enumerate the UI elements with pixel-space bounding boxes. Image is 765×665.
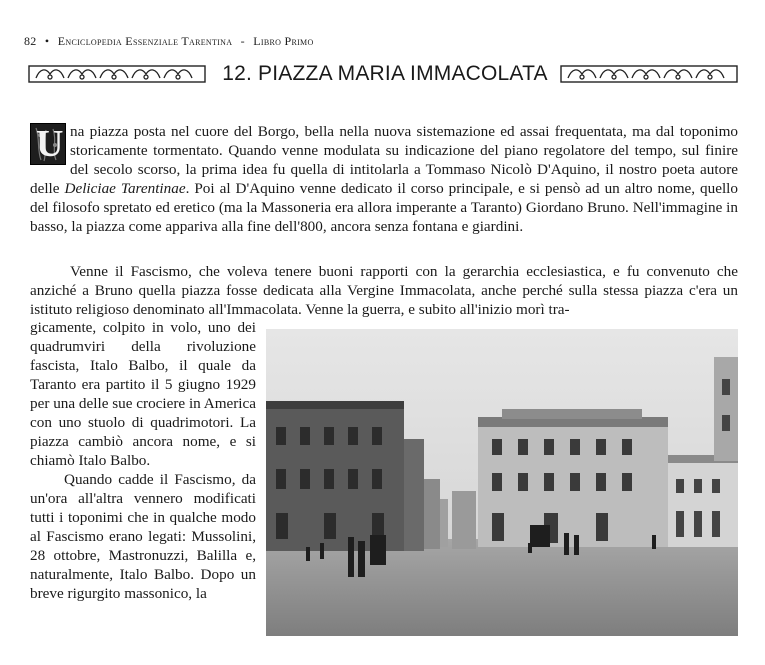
central-building	[478, 409, 668, 547]
paragraph-1	[30, 122, 738, 236]
p2-full-width-text: Venne il Fascismo, che voleva tenere buoni rapporti con la gerarchia ecclesiastica, e fu convenuto che anziché a Bruno quella piazza fosse dedicata alla Vergine Immacolata, anche perché sulla stessa piazza c'era un istituto religioso denominato all'Immacolata. Venne la guerra, e subito all'inizio morì tra-	[30, 263, 738, 318]
p2-column-text: gicamente, colpito in volo, uno dei quadrumviri della rivoluzione fascista, Italo Balbo, il quale da Taranto era partito il 5 giugno 1929 per una delle sue crociere in America con uno stuolo di quadrimotori. La piazza cambiò ancora nome, e si chiamò Italo Balbo.	[30, 319, 257, 469]
left-ornament-icon	[28, 65, 206, 83]
volume-label: Libro Primo	[253, 34, 314, 48]
left-building	[266, 401, 424, 551]
p1-start-text: na piazza posta nel cuore del Borgo, bella nella nuova sistemazione ed assai frequentata, ma dal toponimo storicamente tormentato. Quando venne modulata su indicazione del piano regolatore del tempo, sul finire del secolo scorso, la prima idea fu quella di intitolarla a Tommaso Nicolò D'Aquino, il nostro poeta autore delle	[30, 123, 738, 197]
right-ornament-icon	[560, 65, 738, 83]
paragraph-2	[30, 262, 738, 319]
historic-piazza-photo	[266, 329, 738, 636]
narrow-column	[30, 318, 257, 603]
header-dash: -	[240, 34, 245, 48]
page-number: 82	[24, 34, 37, 48]
paragraph-3: Quando cadde il Fascismo, da un'ora all'altra vennero modificati tutti i toponimi che in qualche modo al Fascismo erano legati: Mussolini, 28 ottobre, Mastronuzzi, Balilla e, naturalmente, Italo Balbo. Dopo un breve rigurgito massonico, la	[30, 471, 256, 602]
header-separator: •	[44, 34, 50, 48]
piazza-photo-illustration	[266, 329, 738, 636]
book-title: Enciclopedia Essenziale Tarentina	[57, 34, 233, 48]
drop-cap-letter: U	[36, 123, 64, 165]
article-title: 12. PIAZZA MARIA IMMACOLATA	[222, 62, 548, 85]
running-header	[24, 34, 314, 49]
p1-end-text: . Poi al D'Aquino venne dedicato il corso principale, e si pensò ad un altro nome, quello del filosofo spretato ed eretico (ma la Massoneria era allora imperante a Taranto) Giordano Bruno. Nell'immagine in basso, la piazza come appariva alla fine dell'800, ancora senza fontana e giardini.	[30, 180, 738, 235]
drop-cap-ornament	[30, 123, 66, 165]
p1-italic-title: Deliciae Tarentinae	[64, 180, 186, 197]
title-row	[28, 62, 738, 88]
